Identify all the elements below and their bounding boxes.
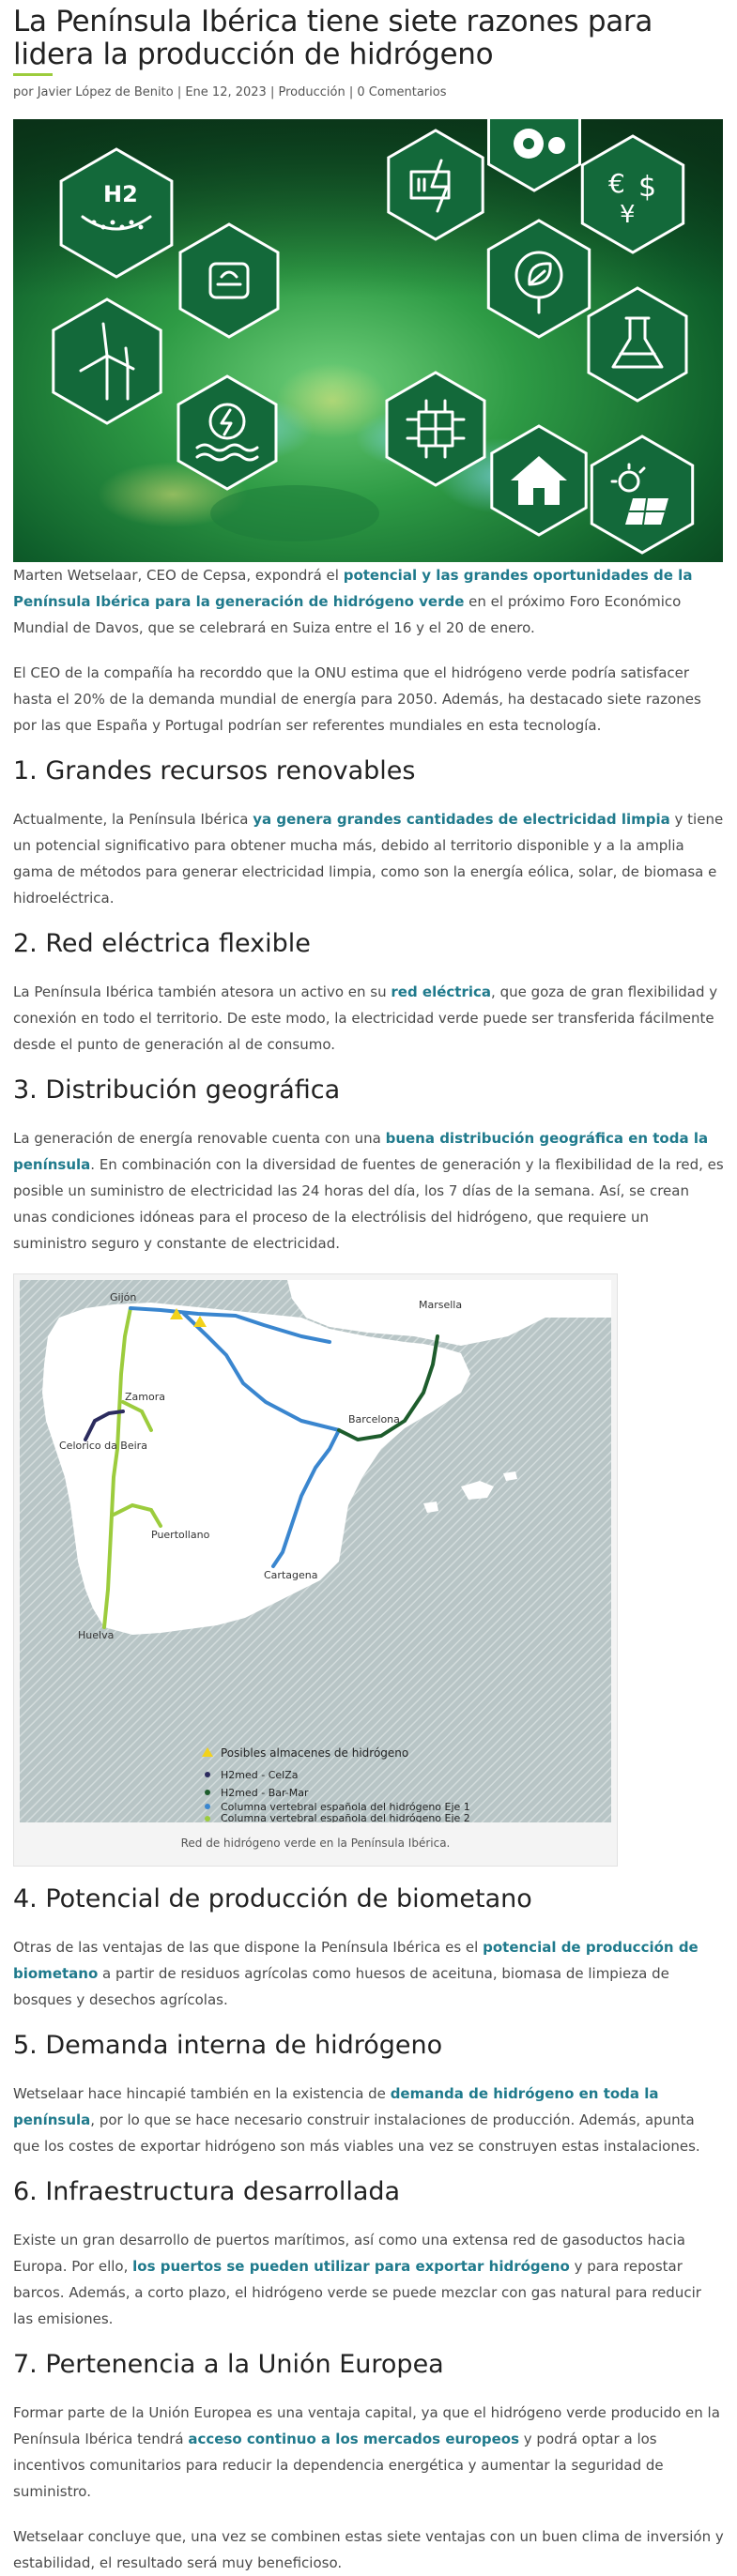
text-run: La Península Ibérica también atesora un activo en su	[13, 983, 392, 1000]
section-paragraph-7	[13, 2400, 724, 2505]
section-paragraph-2	[13, 979, 724, 1058]
legend-dot-icon	[205, 1790, 210, 1795]
section-paragraph-1	[13, 806, 724, 911]
text-run: La generación de energía renovable cuenta con una	[13, 1130, 386, 1147]
city-label: Huelva	[78, 1629, 115, 1641]
section-link-4[interactable]: potencial de producción de biometano	[13, 1939, 699, 1982]
legend-label: Posibles almacenes de hidrógeno	[221, 1746, 409, 1760]
post-date: Ene 12, 2023	[185, 85, 267, 99]
svg-text:€: €	[608, 168, 625, 199]
legend-label: H2med - CelZa	[221, 1769, 299, 1781]
section-heading-7: 7. Pertenencia a la Unión Europea	[13, 2350, 444, 2379]
meta-sep: |	[269, 85, 275, 99]
legend-dot-icon	[205, 1816, 210, 1821]
section-heading-6: 6. Infraestructura desarrollada	[13, 2177, 401, 2206]
intro-paragraph-2: El CEO de la compañía ha recorddo que la ONU estima que el hidrógeno verde podría satisfacer hasta el 20% de la demanda mundial de energía para 2050. Además, ha destacado siete razones por las que España y Portugal podrían ser referentes mundiales en esta tecnología.	[13, 664, 701, 734]
text-run: , que goza de gran flexibilidad y conexión en todo el territorio. De este modo, la electricidad verde puede ser transferida fácilmente desde el punto de generación al de consumo.	[13, 983, 718, 1053]
city-label: Puertollano	[151, 1529, 210, 1541]
text-run: Actualmente, la Península Ibérica	[13, 811, 253, 828]
text-run: . En combinación con la diversidad de fuentes de generación y la flexibilidad de la red, es posible un suministro de electricidad las 24 horas del día, los 7 días de la semana. Así, se crean unas condiciones idóneas para el proceso de la electrólisis del hidrógeno, que requiere un suministro seguro y constante de electricidad.	[13, 1156, 724, 1252]
meta-sep: |	[177, 85, 182, 99]
section-link-6[interactable]: los puertos se pueden utilizar para exportar hidrógeno	[132, 2258, 570, 2275]
section-link-7[interactable]: acceso continuo a los mercados europeos	[188, 2431, 520, 2447]
text-run: en el próximo Foro Económico Mundial de Davos, que se celebrará en Suiza entre el 16 y el 20 de enero.	[13, 593, 682, 636]
city-label: Gijón	[110, 1291, 137, 1303]
conclusion-paragraph: Wetselaar concluye que, una vez se combinen estas siete ventajas con un buen clima de inversión y estabilidad, el resultado será muy beneficioso.	[13, 2528, 724, 2571]
article-title: La Península Ibérica tiene siete razones para lidera la producción de hidrógeno	[13, 5, 653, 71]
section-link-2[interactable]: red eléctrica	[391, 983, 492, 1000]
text-run: y tiene un potencial significativo para obtener mucha más, debido al territorio disponible y a la amplia gama de métodos para generar electricidad limpia, como son la energía eólica, solar, de biomasa e hidroeléctrica.	[13, 811, 724, 907]
section-paragraph-4	[13, 1934, 724, 2013]
text-run: Wetselaar hace hincapié también en la existencia de	[13, 2085, 391, 2102]
city-label: Celorico da Beira	[59, 1440, 147, 1452]
section-paragraph-3	[13, 1125, 724, 1257]
section-heading-4: 4. Potencial de producción de biometano	[13, 1884, 532, 1913]
svg-text:$: $	[638, 171, 657, 204]
legend-label: Columna vertebral española del hidrógeno Eje 1	[221, 1801, 470, 1813]
city-label: Marsella	[419, 1299, 463, 1311]
hydrogen-network-map	[20, 1280, 611, 1822]
hero-illustration	[13, 119, 723, 562]
text-run: Marten Wetselaar, CEO de Cepsa, expondrá el	[13, 567, 344, 584]
hero-image	[13, 119, 723, 562]
section-link-1[interactable]: ya genera grandes cantidades de electricidad limpia	[253, 811, 670, 828]
figure-caption: Red de hidrógeno verde en la Península Ibérica.	[180, 1837, 451, 1850]
section-link-5[interactable]: demanda de hidrógeno en toda la península	[13, 2085, 659, 2128]
section-paragraph-5	[13, 2081, 724, 2159]
text-run: , por lo que se hace necesario construir instalaciones de producción. Además, apunta que los costes de exportar hidrógeno son más viables una vez se construyen estas instalaciones.	[13, 2111, 700, 2155]
section-heading-2: 2. Red eléctrica flexible	[13, 929, 311, 958]
section-paragraph-6	[13, 2227, 724, 2332]
author-link[interactable]: Javier López de Benito	[37, 85, 174, 99]
text-run: Existe un gran desarrollo de puertos marítimos, así como una extensa red de gasoductos hacia Europa. Por ello,	[13, 2232, 685, 2275]
text-run: y podrá optar a los incentivos comunitarios para reducir la dependencia energética y aumentar la seguridad de suministro.	[13, 2431, 664, 2500]
svg-text:¥: ¥	[620, 201, 636, 229]
section-heading-5: 5. Demanda interna de hidrógeno	[13, 2031, 443, 2060]
svg-text:H2: H2	[103, 181, 138, 207]
meta-sep: |	[348, 85, 354, 99]
meta-by: por	[13, 85, 34, 99]
legend-dot-icon	[205, 1804, 210, 1809]
text-run: a partir de residuos agrícolas como huesos de aceituna, biomasa de limpieza de bosques y desechos agrícolas.	[13, 1965, 669, 2008]
section-heading-1: 1. Grandes recursos renovables	[13, 756, 416, 785]
city-label: Zamora	[125, 1391, 165, 1403]
text-run: Otras de las ventajas de las que dispone la Península Ibérica es el	[13, 1939, 484, 1956]
intro-paragraph-1	[13, 562, 724, 641]
map-figure	[13, 1273, 618, 1867]
section-heading-3: 3. Distribución geográfica	[13, 1075, 341, 1105]
city-label: Barcelona	[348, 1413, 400, 1425]
city-label: Cartagena	[264, 1569, 318, 1581]
legend-label: Columna vertebral española del hidrógeno Eje 2	[221, 1812, 470, 1822]
comments-link[interactable]: 0 Comentarios	[357, 85, 447, 99]
title-underline	[13, 73, 53, 76]
post-meta	[13, 84, 724, 102]
legend-label: H2med - Bar-Mar	[221, 1787, 309, 1799]
section-link-3[interactable]: buena distribución geográfica en toda la península	[13, 1130, 709, 1173]
text-run: y para repostar barcos. Además, a corto plazo, el hidrógeno verde se puede mezclar con gas natural para reducir las emisiones.	[13, 2258, 701, 2327]
legend-dot-icon	[205, 1772, 210, 1777]
article	[0, 6, 737, 2576]
intro-link[interactable]: potencial y las grandes oportunidades de la Península Ibérica para la generación de hidrógeno verde	[13, 567, 693, 610]
category-link[interactable]: Producción	[278, 85, 345, 99]
text-run: Formar parte de la Unión Europea es una ventaja capital, ya que el hidrógeno verde producido en la Península Ibérica tendrá	[13, 2404, 720, 2447]
